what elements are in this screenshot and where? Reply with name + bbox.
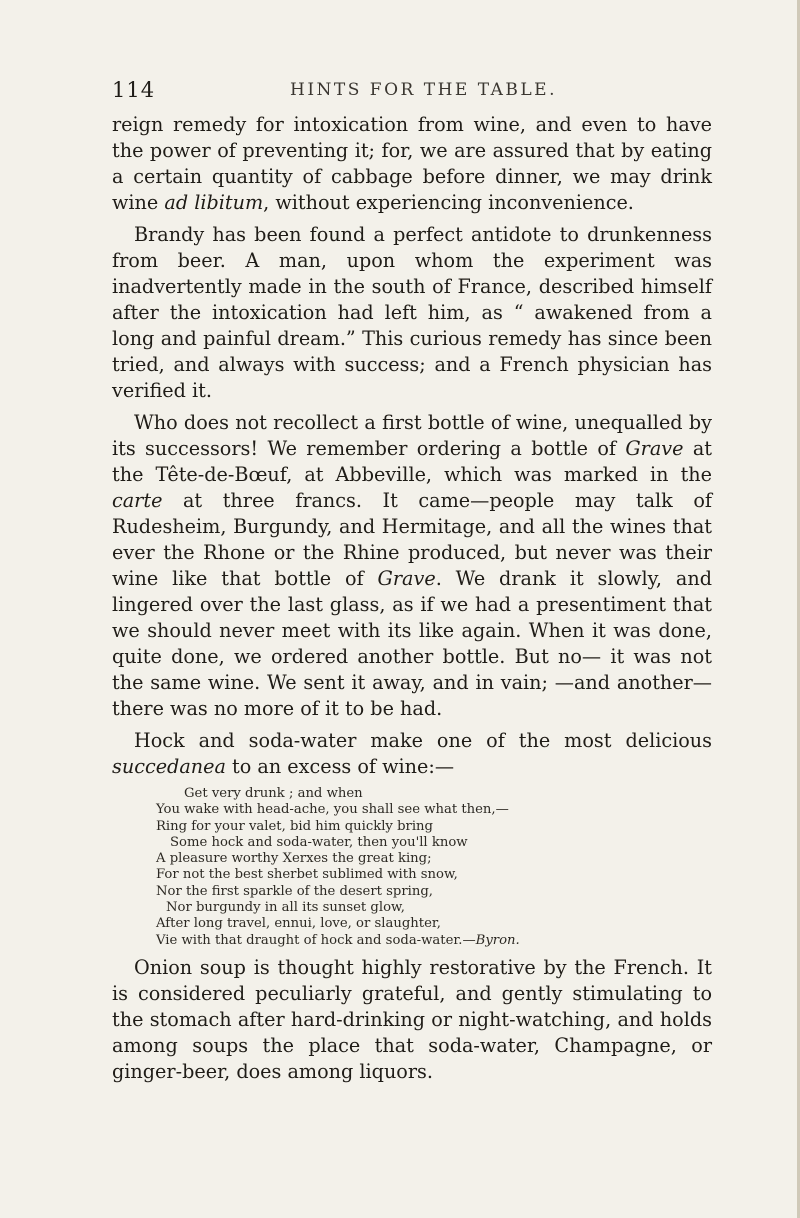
page-header: [112, 78, 712, 108]
paragraph-1: reign remedy for intoxication from wine, and even to have the power of preventing it; for, we are assured that by eating a certain quantity of cabbage before dinner, we may drink wine ad libitum, without experiencing inconvenience.: [112, 113, 712, 214]
paragraph-5: Onion soup is thought highly restorative by the French. It is considered peculiarly grateful, and gently stimulating to the stomach after hard-drinking or night-watching, and holds among soups the place that soda-water, Champagne, or ginger-beer, does among liquors.: [112, 955, 712, 1083]
page-body: [112, 112, 712, 1091]
poem-line: You wake with head-ache, you shall see what then,—: [156, 802, 509, 818]
poem-line: For not the best sherbet sublimed with snow,: [156, 867, 458, 883]
poem-line: Nor the first sparkle of the desert spring,: [156, 883, 433, 899]
paragraph-4: Hock and soda-water make one of the most delicious succedanea to an excess of wine:—: [112, 729, 712, 778]
poem-line: Nor burgundy in all its sunset glow,: [166, 900, 405, 916]
poem-line: Some hock and soda-water, then you'll know: [170, 834, 468, 850]
page-number: 114: [112, 78, 156, 102]
running-head: HINTS FOR THE TABLE.: [290, 80, 557, 100]
poem-attribution: Byron.: [475, 932, 520, 948]
poem-quotation: [112, 786, 712, 949]
poem-line: Ring for your valet, bid him quickly bring: [156, 818, 433, 834]
poem-line-last: Vie with that draught of hock and soda-water.—Byron.: [156, 932, 520, 948]
poem-line: After long travel, ennui, love, or slaughter,: [156, 916, 441, 932]
paragraph-3: Who does not recollect a first bottle of wine, unequalled by its successors! We remember ordering a bottle of Grave at the Tête-de-Bœuf, at Abbeville, which was marked in the carte at three francs. It came—people may talk of Rudesheim, Burgundy, and Hermitage, and all the wines that ever the Rhone or the Rhine produced, but never was their wine like that bottle of Grave. We drank it slowly, and lingered over the last glass, as if we had a presentiment that we should never meet with its like again. When it was done, quite done, we ordered another bottle. But no— it was not the same wine. We sent it away, and in vain; —and another—there was no more of it to be had.: [112, 411, 712, 720]
poem-line: A pleasure worthy Xerxes the great king;: [156, 851, 432, 867]
poem-line: Get very drunk ; and when: [184, 786, 363, 801]
paragraph-2: Brandy has been found a perfect antidote to drunkenness from beer. A man, upon whom the experiment was inadvertently made in the south of France, described himself after the intoxication had left him, as “ awakened from a long and painful dream.” This curious remedy has since been tried, and always with success; and a French physician has verified it.: [112, 223, 712, 402]
